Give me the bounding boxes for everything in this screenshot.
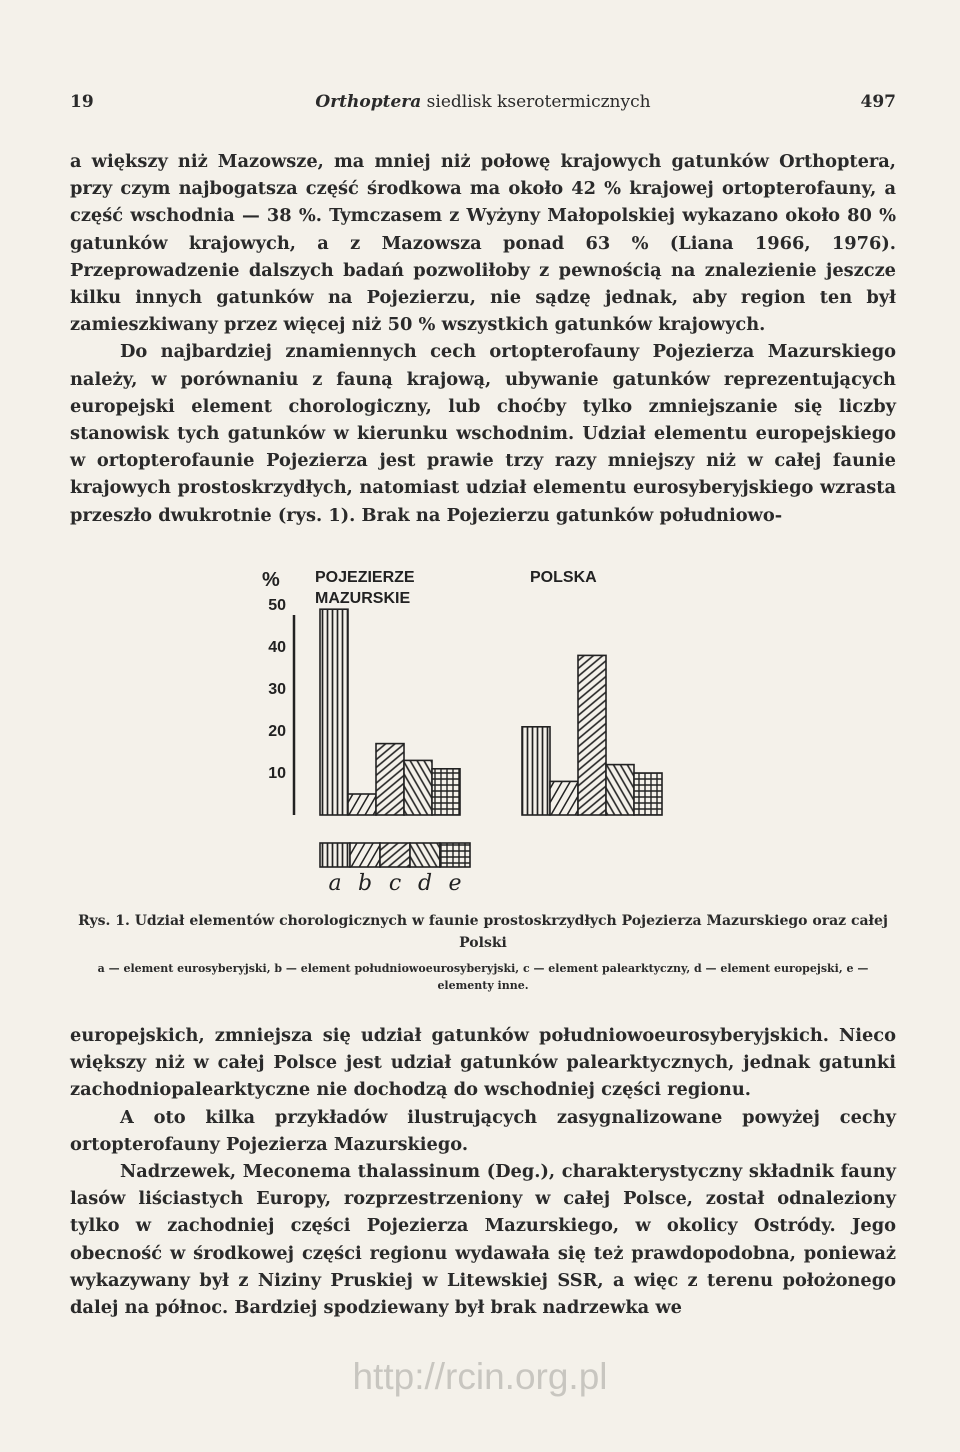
figure-bar-chart xyxy=(180,560,780,900)
caption-legend: a — element eurosyberyjski, b — element południowoeurosyberyjski, c — element palearktyczny, d — element europejski, e — elementy inne. xyxy=(97,962,869,992)
running-title-italic: Orthoptera xyxy=(315,92,422,112)
y-tick-label: 50 xyxy=(268,597,286,614)
legend-swatch-a xyxy=(320,843,350,867)
paragraph: a większy niż Mazowsze, ma mniej niż połowę krajowych gatunków Orthoptera, przy czym najbogatsza część środkowa ma około 42 % krajowej ortopterofauny, a część wschodnia — 38 %. Tymczasem z Wyżyny Małopolskiej wykazano około 80 % gatunków krajowych, a z Mazowsza ponad 63 % (Liana 1966, 1976). Przeprowadzenie dalszych badań pozwoliłoby z pewnością na znalezienie jeszcze kilku innych gatunków na Pojezierzu, nie sądzę jednak, aby region ten był zamieszkiwany przez więcej niż 50 % wszystkich gatunków krajowych. xyxy=(70,151,896,336)
paragraph: Do najbardziej znamiennych cech ortopterofauny Pojezierza Mazurskiego należy, w porównaniu z fauną krajową, ubywanie gatunków reprezentujących europejski element chorologiczny, lub choćby tylko zmniejszanie się liczby stanowisk tych gatunków w kierunku wschodnim. Udział elementu europejskiego w ortopterofaunie Pojezierza jest prawie trzy razy mniejszy niż w całej faunie krajowych prostoskrzydłych, natomiast udział elementu eurosyberyjskiego wzrasta przeszło dwukrotnie (rys. 1). Brak na Pojezierzu gatunków południowo- xyxy=(70,341,896,526)
caption-title: Rys. 1. Udział elementów chorologicznych w faunie prostoskrzydłych Pojezierza Mazurskiego oraz całej Polski xyxy=(78,913,888,951)
bar-pojezierze-d xyxy=(404,760,432,815)
watermark-url: http://rcin.org.pl xyxy=(352,1356,608,1397)
legend-letter-d: d xyxy=(417,871,433,896)
legend-letter-c: c xyxy=(388,871,402,896)
legend-letter-a: a xyxy=(328,871,342,896)
legend-swatches xyxy=(320,843,470,867)
y-tick-label: 40 xyxy=(268,639,286,656)
page-number-left: 19 xyxy=(70,92,94,112)
bar-polska-c xyxy=(578,655,606,815)
page-number-right: 497 xyxy=(860,92,896,112)
bar-pojezierze-c xyxy=(376,744,404,815)
running-header xyxy=(70,92,896,114)
body-text-top xyxy=(70,148,896,529)
bar-polska-e xyxy=(634,773,662,815)
running-title xyxy=(70,92,896,112)
legend-swatch-c xyxy=(380,843,410,867)
y-tick-label: 10 xyxy=(268,765,286,782)
bar-pojezierze-e xyxy=(432,769,460,815)
y-tick-label: 20 xyxy=(268,723,286,740)
bar-pojezierze-b xyxy=(348,794,376,815)
chart-svg xyxy=(180,560,780,900)
paragraph: europejskich, zmniejsza się udział gatunków południowoeurosyberyjskich. Nieco większy niż w całej Polsce jest udział gatunków palearktycznych, jednak gatunki zachodniopalearktyczne nie dochodzą do wschodniej części regionu. xyxy=(70,1025,896,1101)
group-label-polska: POLSKA xyxy=(530,569,597,586)
paragraph: A oto kilka przykładów ilustrujących zasygnalizowane powyżej cechy ortopterofauny Pojezierza Mazurskiego. xyxy=(70,1106,896,1155)
legend-swatch-b xyxy=(350,843,380,867)
group-label-pojezierze: POJEZIERZE xyxy=(315,569,415,586)
bar-pojezierze-a xyxy=(320,609,348,815)
y-tick-labels xyxy=(268,597,286,782)
bar-polska-d xyxy=(606,765,634,815)
legend-letter-b: b xyxy=(357,871,373,896)
bar-polska-a xyxy=(522,727,550,815)
legend-swatch-e xyxy=(440,843,470,867)
figure-caption xyxy=(70,910,896,994)
body-text-bottom xyxy=(70,1022,896,1321)
y-tick-label: 30 xyxy=(268,681,286,698)
bar-polska-b xyxy=(550,781,578,815)
paragraph: Nadrzewek, Meconema thalassinum (Deg.), charakterystyczny składnik fauny lasów liściastych Europy, rozprzestrzeniony w całej Polsce, został odnaleziony tylko w zachodniej części Pojezierza Mazurskiego, w okolicy Ostródy. Jego obecność w środkowej części regionu wydawała się też prawdopodobna, ponieważ wykazywany był z Niziny Pruskiej w Litewskiej SSR, a więc z terenu położonego dalej na północ. Bardziej spodziewany był brak nadrzewka we xyxy=(70,1161,896,1319)
running-title-rest: siedlisk kserotermicznych xyxy=(421,92,651,112)
legend-letter-e: e xyxy=(448,871,462,896)
group-label-mazurskie: MAZURSKIE xyxy=(315,590,411,607)
legend-letters xyxy=(328,871,461,896)
y-unit-label: % xyxy=(262,569,280,591)
bars-group xyxy=(320,609,662,815)
legend-swatch-d xyxy=(410,843,440,867)
